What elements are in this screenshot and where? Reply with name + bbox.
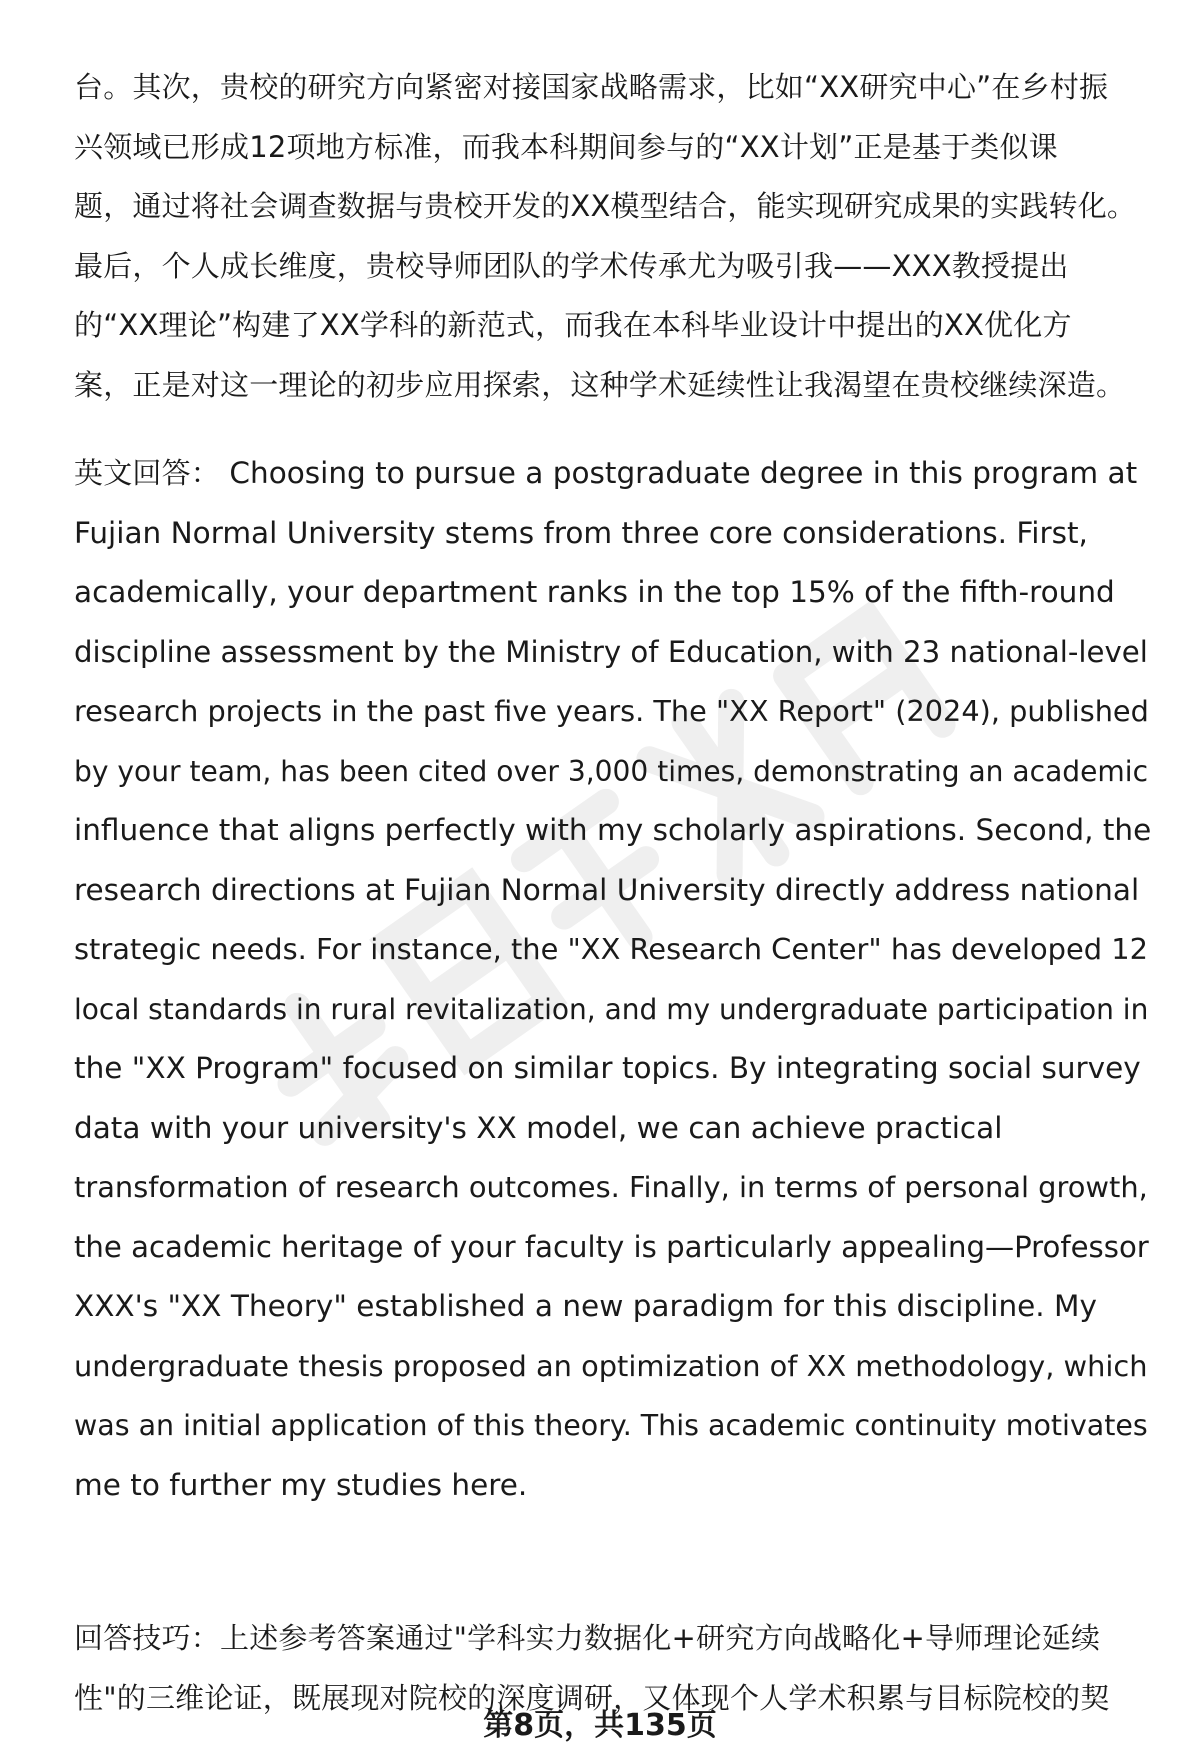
text-line: 回答技巧：上述参考答案通过"学科实力数据化+研究方向战略化+导师理论延续 — [74, 1621, 1101, 1655]
text-line: undergraduate thesis proposed an optimization of XX methodology, which — [74, 1348, 1148, 1383]
english-answer-label: 英文回答： — [74, 456, 221, 490]
chinese-answer-continuation — [74, 58, 1154, 415]
text-line: XXX's "XX Theory" established a new paradigm for this discipline. My — [74, 1289, 1097, 1323]
text-line: Fujian Normal University stems from three core considerations. First, — [74, 515, 1088, 550]
text-line: local standards in rural revitalization, and my undergraduate participation in — [74, 992, 1149, 1026]
text-line: 兴领域已形成12项地方标准，而我本科期间参与的“XX计划”正是基于类似课 — [74, 129, 1058, 164]
text-line: influence that aligns perfectly with my scholarly aspirations. Second, the — [74, 813, 1152, 847]
text-line: discipline assessment by the Ministry of Education, with 23 national-level — [74, 634, 1148, 669]
text-line: 台。其次，贵校的研究方向紧密对接国家战略需求，比如“XX研究中心”在乡村振 — [74, 70, 1109, 104]
text-line: research directions at Fujian Normal University directly address national — [74, 872, 1140, 907]
text-line: 的“XX理论”构建了XX学科的新范式，而我在本科毕业设计中提出的XX优化方 — [74, 308, 1072, 342]
text-line: data with your university's XX model, we can achieve practical — [74, 1110, 1003, 1145]
text-line: the academic heritage of your faculty is particularly appealing—Professor — [74, 1229, 1149, 1264]
text-line: was an initial application of this theory. This academic continuity motivates — [74, 1409, 1148, 1442]
english-answer — [74, 444, 1154, 1515]
text-line: transformation of research outcomes. Finally, in terms of personal growth, — [74, 1170, 1148, 1204]
text-line: by your team, has been cited over 3,000 times, demonstrating an academic — [74, 754, 1149, 788]
text-line: research projects in the past five years. The "XX Report" (2024), published — [74, 694, 1149, 728]
text-line: 题，通过将社会调查数据与贵校开发的XX模型结合，能实现研究成果的实践转化。 — [74, 189, 1137, 223]
page-indicator: 第8页，共135页 — [483, 1708, 717, 1743]
text-line: the "XX Program" focused on similar topics. By integrating social survey — [74, 1051, 1141, 1085]
text-line: academically, your department ranks in the top 15% of the fifth-round — [74, 575, 1115, 609]
text-line: 案，正是对这一理论的初步应用探索，这种学术延续性让我渴望在贵校继续深造。 — [74, 367, 1126, 402]
text-line: strategic needs. For instance, the "XX Research Center" has developed 12 — [74, 932, 1149, 966]
text-line: me to further my studies here. — [74, 1467, 528, 1502]
text-line: 最后，个人成长维度，贵校导师团队的学术传承尤为吸引我——XXX教授提出 — [74, 248, 1069, 283]
text-line: 性"的三维论证，既展现对院校的深度调研，又体现个人学术积累与目标院校的契 — [74, 1680, 1110, 1715]
text-line — [74, 444, 1154, 504]
english-answer-text: Choosing to pursue a postgraduate degree in this program at — [220, 456, 1138, 490]
